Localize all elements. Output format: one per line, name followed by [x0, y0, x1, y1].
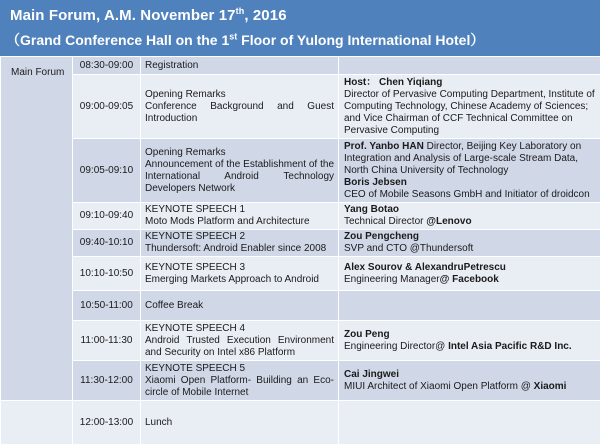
session-cell	[141, 257, 339, 291]
agenda-header	[0, 0, 600, 56]
speaker-name: Boris Jebsen	[344, 177, 407, 188]
time-cell	[73, 203, 141, 230]
session-cell	[141, 203, 339, 230]
session-cell	[141, 401, 339, 445]
speaker-line	[344, 216, 596, 228]
agenda-row	[1, 57, 600, 75]
speaker-role: MIUI Architect of Xiaomi Open Platform @	[344, 381, 534, 392]
speaker-name: Zou Pengcheng	[344, 231, 419, 242]
session-description: Xiaomi Open Platform- Building an Eco-circle of Mobile Internet	[145, 375, 334, 399]
session-title: KEYNOTE SPEECH 1	[145, 204, 334, 216]
venue-subtitle: （Grand Conference Hall on the 1st Floor of Yulong International Hotel）	[6, 30, 484, 50]
speaker-role: Director of Pervasive Computing Department, Institute of Computing Technology, Chinese Academy of Sciences; and Vice Chairman of CCF Technical Committee on Pervasive Computing	[344, 89, 595, 136]
time-cell	[73, 361, 141, 401]
session-time: 10:10-10:50	[80, 268, 133, 279]
agenda-row	[1, 291, 600, 321]
speaker-organization: Intel Asia Pacific R&D Inc.	[448, 341, 572, 352]
forum-label-empty	[1, 401, 73, 445]
session-time: 09:10-09:40	[80, 210, 133, 221]
speaker-line	[344, 274, 596, 286]
session-title: Opening Remarks	[145, 89, 334, 101]
session-cell	[141, 291, 339, 321]
speaker-name: Cai Jingwei	[344, 369, 399, 380]
speaker-line	[344, 369, 596, 381]
speaker-role: Technical Director	[344, 216, 426, 227]
speaker-organization: @ Facebook	[440, 274, 499, 285]
agenda-row	[1, 321, 600, 361]
speaker-name: Zou Peng	[344, 329, 390, 340]
speaker-role: SVP and CTO @Thundersoft	[344, 243, 473, 254]
speaker-name: Prof. Yanbo HAN	[344, 141, 424, 152]
session-title: KEYNOTE SPEECH 3	[145, 262, 334, 274]
session-cell	[141, 139, 339, 203]
session-time: 12:00-13:00	[80, 417, 133, 428]
speaker-line	[344, 243, 596, 255]
agenda-row	[1, 361, 600, 401]
speaker-cell	[339, 57, 600, 75]
time-cell	[73, 291, 141, 321]
session-description: Thundersoft: Android Enabler since 2008	[145, 243, 334, 255]
session-time: 08:30-09:00	[80, 60, 133, 71]
speaker-role: Director, Beijing Key Laboratory on Integration and Analysis of Large-scale Stream Data, North China University of Technology	[344, 141, 581, 176]
speaker-line	[344, 381, 596, 393]
agenda-row	[1, 230, 600, 257]
speaker-cell	[339, 361, 600, 401]
agenda-row	[1, 139, 600, 203]
speaker-line	[344, 77, 596, 89]
session-description: Announcement of the Establishment of the International Android Technology Developers Network	[145, 159, 334, 195]
speaker-organization: Xiaomi	[534, 381, 567, 392]
session-time: 11:00-11:30	[81, 335, 133, 346]
time-cell	[73, 257, 141, 291]
session-time: 09:00-09:05	[80, 101, 133, 112]
speaker-line	[344, 189, 596, 201]
session-time: 11:30-12:00	[80, 375, 133, 386]
speaker-role: Engineering Director@	[344, 341, 448, 352]
speaker-role: Engineering Manager	[344, 274, 440, 285]
session-title: KEYNOTE SPEECH 5	[145, 363, 334, 375]
session-title: Opening Remarks	[145, 147, 334, 159]
session-cell	[141, 230, 339, 257]
time-cell	[73, 57, 141, 75]
speaker-cell	[339, 401, 600, 445]
session-cell	[141, 57, 339, 75]
session-title: KEYNOTE SPEECH 4	[145, 323, 334, 335]
agenda-row	[1, 75, 600, 139]
agenda-row	[1, 257, 600, 291]
agenda-row	[1, 401, 600, 445]
speaker-line	[344, 89, 596, 137]
time-cell	[73, 75, 141, 139]
speaker-cell	[339, 230, 600, 257]
speaker-cell	[339, 139, 600, 203]
time-cell	[73, 401, 141, 445]
speaker-line	[344, 204, 596, 216]
session-description: Android Trusted Execution Environment and Security on Intel x86 Platform	[145, 335, 334, 359]
session-description: Moto Mods Platform and Architecture	[145, 216, 334, 228]
speaker-cell	[339, 321, 600, 361]
speaker-cell	[339, 75, 600, 139]
session-title: Registration	[145, 60, 334, 72]
session-title: KEYNOTE SPEECH 2	[145, 231, 334, 243]
speaker-line	[344, 141, 596, 177]
speaker-cell	[339, 291, 600, 321]
speaker-name: Alex Sourov & AlexandruPetrescu	[344, 262, 506, 273]
time-cell	[73, 321, 141, 361]
speaker-line	[344, 231, 596, 243]
time-cell	[73, 230, 141, 257]
speaker-organization: @Lenovo	[426, 216, 471, 227]
session-time: 10:50-11:00	[80, 300, 133, 311]
speaker-role: CEO of Mobile Seasons GmbH and Initiator of droidcon	[344, 189, 590, 200]
session-time: 09:40-10:10	[80, 237, 133, 248]
session-description: Conference Background and Guest Introduction	[145, 101, 334, 125]
forum-label: Main Forum	[1, 57, 73, 401]
session-title: Coffee Break	[145, 300, 334, 312]
speaker-line	[344, 341, 596, 353]
session-title: Lunch	[145, 417, 334, 429]
page-title: Main Forum, A.M. November 17th, 2016	[10, 7, 287, 24]
session-cell	[141, 361, 339, 401]
session-cell	[141, 75, 339, 139]
session-cell	[141, 321, 339, 361]
speaker-line	[344, 177, 596, 189]
speaker-line	[344, 262, 596, 274]
time-cell	[73, 139, 141, 203]
speaker-cell	[339, 203, 600, 230]
agenda-table	[0, 56, 600, 445]
speaker-name: Yang Botao	[344, 204, 399, 215]
speaker-line	[344, 329, 596, 341]
speaker-cell	[339, 257, 600, 291]
agenda-row	[1, 203, 600, 230]
session-description: Emerging Markets Approach to Android	[145, 274, 334, 286]
session-time: 09:05-09:10	[80, 165, 133, 176]
speaker-name: Host： Chen Yiqiang	[344, 77, 442, 88]
